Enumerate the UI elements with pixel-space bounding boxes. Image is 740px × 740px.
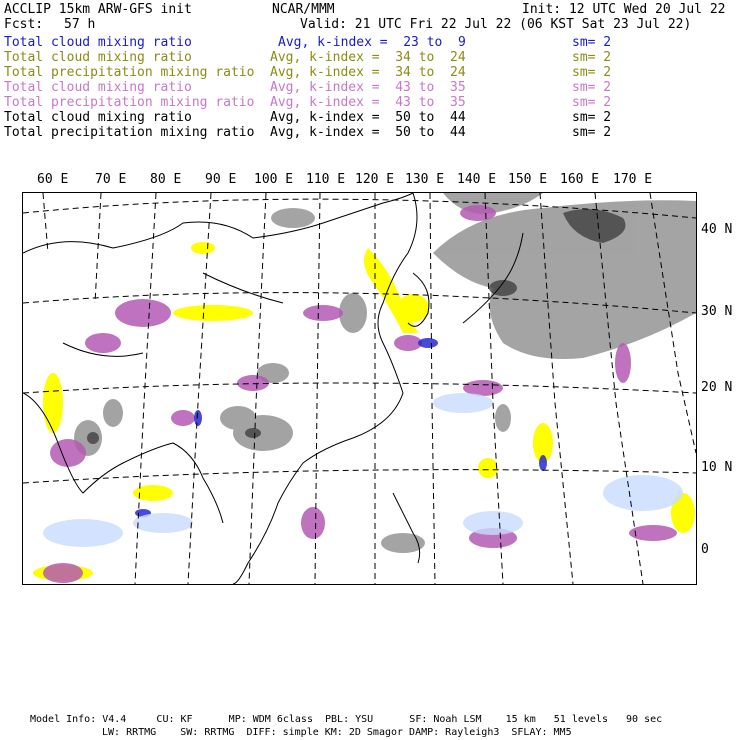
longitude-label: 100 E — [254, 172, 294, 187]
legend-sm: sm= 2 — [572, 80, 612, 95]
legend-avg: Avg, k-index = 50 to 44 — [270, 125, 466, 140]
fcst-value: 57 h — [64, 17, 96, 32]
legend-avg: Avg, k-index = 34 to 24 — [270, 50, 466, 65]
longitude-label: 170 E — [613, 172, 653, 187]
title-center: NCAR/MMM — [272, 2, 335, 17]
cloud-field-gray — [74, 193, 696, 553]
latitude-label: 30 N — [701, 304, 733, 319]
model-info-line2: LW: RRTMG SW: RRTMG DIFF: simple KM: 2D Smagor DAMP: Rayleigh3 SFLAY: MM5 — [102, 727, 572, 738]
legend-sm: sm= 2 — [572, 95, 612, 110]
legend-sm: sm= 2 — [572, 125, 612, 140]
legend-field: Total precipitation mixing ratio — [4, 65, 255, 80]
latitude-label: 20 N — [701, 380, 733, 395]
latitude-label: 10 N — [701, 460, 733, 475]
longitude-label: 110 E — [306, 172, 346, 187]
longitude-label: 160 E — [560, 172, 600, 187]
latitude-label: 40 N — [701, 222, 733, 237]
legend-field: Total precipitation mixing ratio — [4, 125, 255, 140]
legend-sm: sm= 2 — [572, 65, 612, 80]
model-info-line1: Model Info: V4.4 CU: KF MP: WDM 6class PBL: YSU SF: Noah LSM 15 km 51 levels 90 sec — [30, 714, 663, 725]
legend-field: Total cloud mixing ratio — [4, 110, 192, 125]
legend-avg: Avg, k-index = 23 to 9 — [278, 35, 466, 50]
valid-time: Valid: 21 UTC Fri 22 Jul 22 (06 KST Sat 23 Jul 22) — [300, 17, 692, 32]
legend-field: Total cloud mixing ratio — [4, 50, 192, 65]
legend-field: Total precipitation mixing ratio — [4, 95, 255, 110]
map-panel — [22, 192, 697, 585]
longitude-label: 140 E — [457, 172, 497, 187]
init-time: Init: 12 UTC Wed 20 Jul 22 — [522, 2, 726, 17]
title-left: ACCLIP 15km ARW-GFS init — [4, 2, 192, 17]
longitude-label: 120 E — [355, 172, 395, 187]
legend-sm: sm= 2 — [572, 50, 612, 65]
legend-avg: Avg, k-index = 34 to 24 — [270, 65, 466, 80]
longitude-label: 80 E — [150, 172, 182, 187]
legend-sm: sm= 2 — [572, 35, 612, 50]
fcst-label: Fcst: — [4, 17, 44, 32]
legend-avg: Avg, k-index = 43 to 35 — [270, 95, 466, 110]
longitude-label: 60 E — [37, 172, 69, 187]
map-svg — [23, 193, 696, 584]
legend-field: Total cloud mixing ratio — [4, 35, 192, 50]
longitude-label: 150 E — [508, 172, 548, 187]
longitude-label: 90 E — [205, 172, 237, 187]
legend-avg: Avg, k-index = 43 to 35 — [270, 80, 466, 95]
legend-field: Total cloud mixing ratio — [4, 80, 192, 95]
longitude-label: 70 E — [95, 172, 127, 187]
legend-sm: sm= 2 — [572, 110, 612, 125]
legend-avg: Avg, k-index = 50 to 44 — [270, 110, 466, 125]
longitude-label: 130 E — [405, 172, 445, 187]
latitude-label: 0 — [701, 542, 709, 557]
